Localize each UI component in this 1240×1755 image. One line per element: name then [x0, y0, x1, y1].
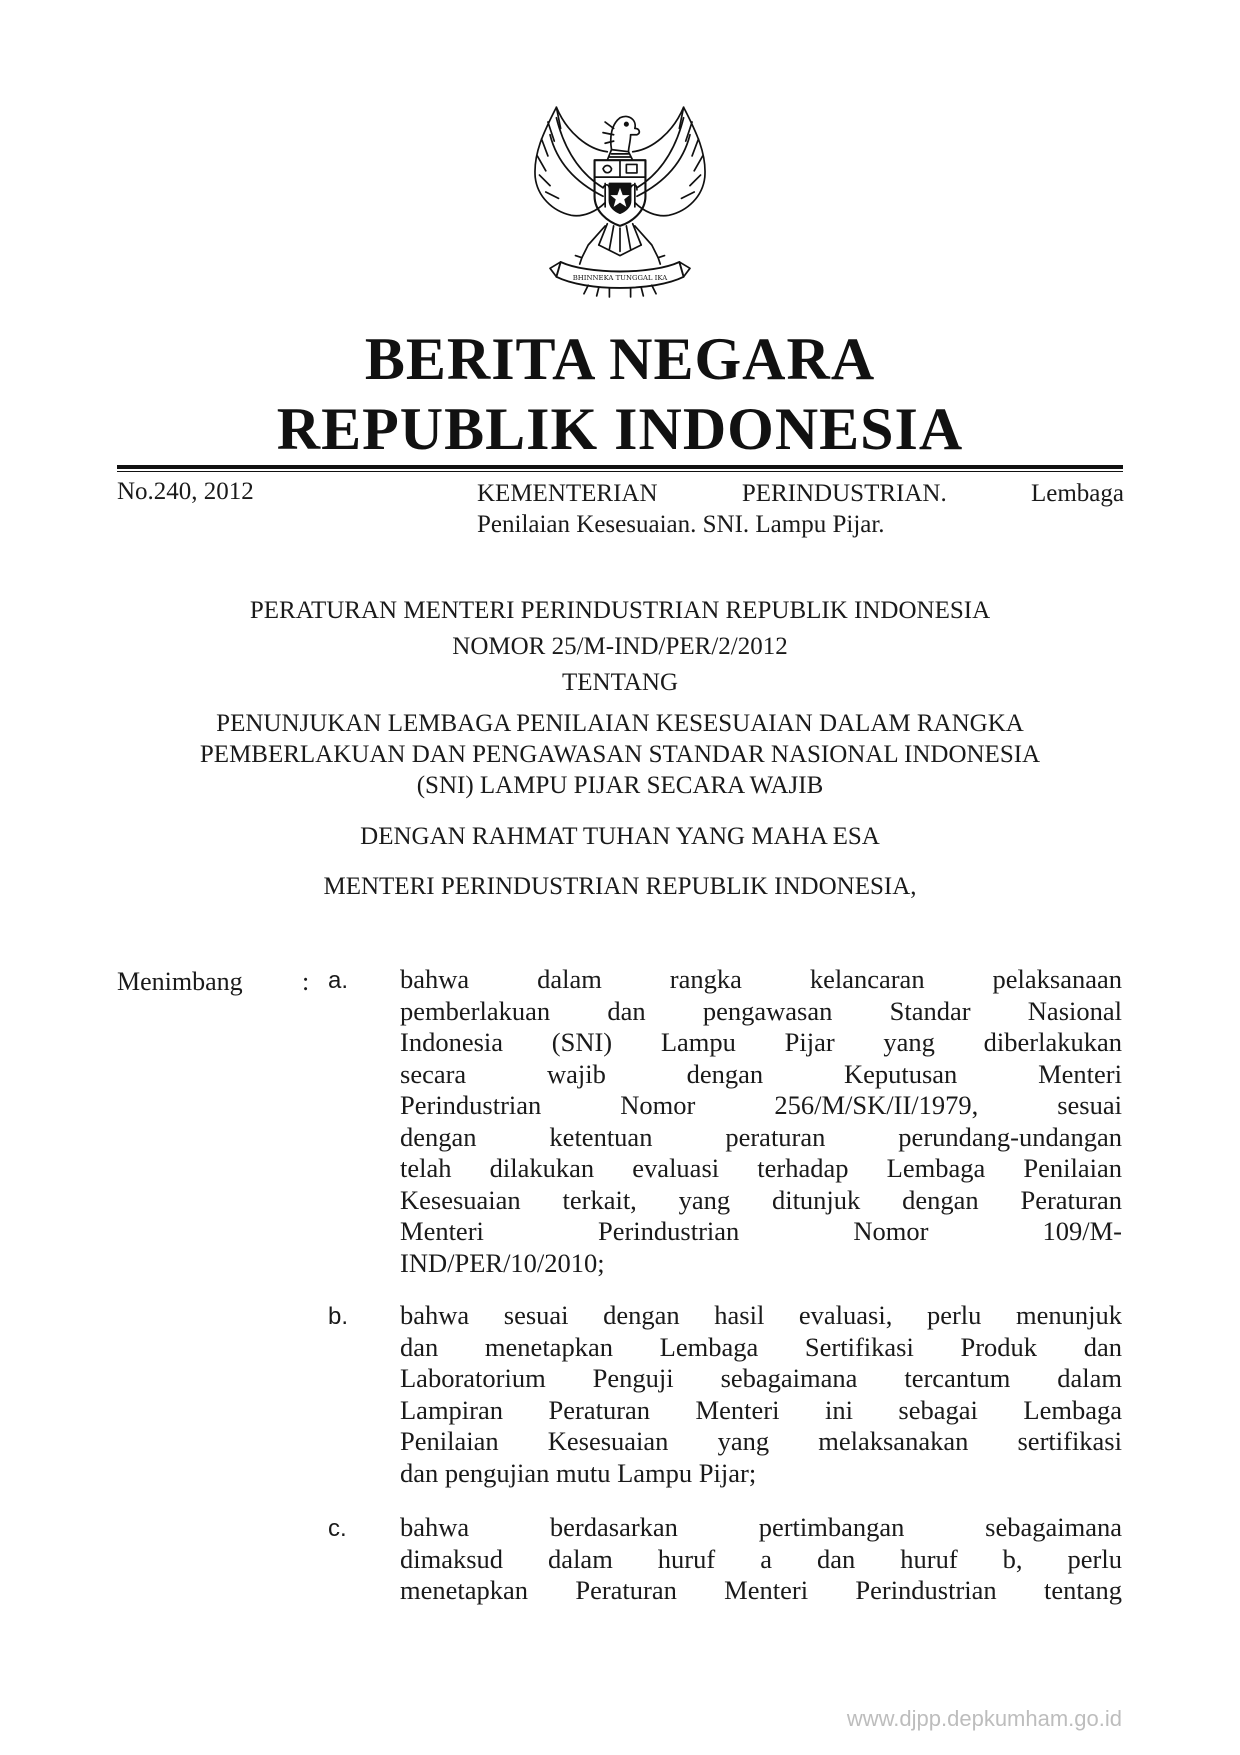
- regulation-number: NOMOR 25/M-IND/PER/2/2012: [452, 633, 788, 660]
- item-c-marker: c.: [328, 1515, 347, 1542]
- regulation-subject-line2: PEMBERLAKUAN DAN PENGAWASAN STANDAR NASIONAL INDONESIA: [199, 741, 1041, 768]
- issue-subject-line1: KEMENTERIAN PERINDUSTRIAN. Lembaga: [477, 480, 1124, 507]
- regulation-subject-line1: PENUNJUKAN LEMBAGA PENILAIAN KESESUAIAN DALAM RANGKA: [216, 710, 1024, 737]
- item-b-marker: b.: [328, 1303, 349, 1330]
- motto-text: BHINNEKA TUNGGAL IKA: [572, 273, 668, 282]
- source-watermark: www.djpp.depkumham.go.id: [846, 1706, 1122, 1731]
- item-b-line: dan pengujian mutu Lampu Pijar;: [400, 1457, 757, 1488]
- regulation-invocation: DENGAN RAHMAT TUHAN YANG MAHA ESA: [360, 823, 880, 850]
- item-a-line: bahwa dalam rangka kelancaran pelaksanaan: [400, 964, 1122, 994]
- item-b-line: Lampiran Peraturan Menteri ini sebagai Lembaga: [400, 1394, 1122, 1425]
- item-b-line: Laboratorium Penguji sebagaimana tercantum dalam: [400, 1363, 1122, 1393]
- issue-subject: [477, 478, 1124, 540]
- item-b-line: dan menetapkan Lembaga Sertifikasi Produk dan: [400, 1331, 1122, 1362]
- item-c-line: bahwa berdasarkan pertimbangan sebagaimana: [400, 1512, 1122, 1542]
- garuda-emblem-icon: [514, 86, 726, 298]
- masthead-title-line1: BERITA NEGARA: [364, 326, 876, 392]
- item-a-marker: a.: [328, 967, 349, 994]
- item-a-line: secara wajib dengan Keputusan Menteri: [400, 1058, 1122, 1089]
- item-a-line: pemberlakuan dan pengawasan Standar Nasional: [400, 995, 1122, 1026]
- item-a-line: Menteri Perindustrian Nomor 109/M-: [400, 1216, 1122, 1246]
- regulation-subject-line3: (SNI) LAMPU PIJAR SECARA WAJIB: [416, 772, 824, 799]
- regulation-title: PERATURAN MENTERI PERINDUSTRIAN REPUBLIK INDONESIA: [249, 597, 991, 624]
- item-a-line: Kesesuaian terkait, yang ditunjuk dengan Peraturan: [400, 1184, 1122, 1215]
- issue-number: No.240, 2012: [117, 478, 254, 505]
- item-b-line: Penilaian Kesesuaian yang melaksanakan sertifikasi: [400, 1426, 1122, 1456]
- item-a-line: Perindustrian Nomor 256/M/SK/II/1979, sesuai: [400, 1090, 1122, 1120]
- masthead-rule-thin: [117, 471, 1123, 472]
- item-c-line: dimaksud dalam huruf a dan huruf b, perlu: [400, 1543, 1122, 1574]
- item-a-text: [400, 964, 1122, 1279]
- item-c-line: menetapkan Peraturan Menteri Perindustrian tentang: [400, 1575, 1122, 1605]
- item-a-line: dengan ketentuan peraturan perundang-undangan: [400, 1121, 1122, 1152]
- item-b-line: bahwa sesuai dengan hasil evaluasi, perlu menunjuk: [400, 1300, 1122, 1330]
- regulation-issuer: MENTERI PERINDUSTRIAN REPUBLIK INDONESIA,: [323, 873, 917, 900]
- item-a-line: telah dilakukan evaluasi terhadap Lembaga Penilaian: [400, 1153, 1122, 1183]
- issue-subject-line2: Penilaian Kesesuaian. SNI. Lampu Pijar.: [477, 511, 885, 538]
- masthead-rule-thick: [117, 465, 1123, 469]
- item-a-line: Indonesia (SNI) Lampu Pijar yang diberlakukan: [400, 1027, 1122, 1057]
- considering-colon: :: [302, 967, 310, 996]
- masthead-title-line2: REPUBLIK INDONESIA: [276, 396, 964, 462]
- considering-label: Menimbang: [117, 967, 243, 996]
- item-b-text: [400, 1300, 1122, 1489]
- regulation-about: TENTANG: [561, 669, 679, 696]
- item-c-text: [400, 1512, 1122, 1607]
- item-a-line: IND/PER/10/2010;: [400, 1247, 605, 1278]
